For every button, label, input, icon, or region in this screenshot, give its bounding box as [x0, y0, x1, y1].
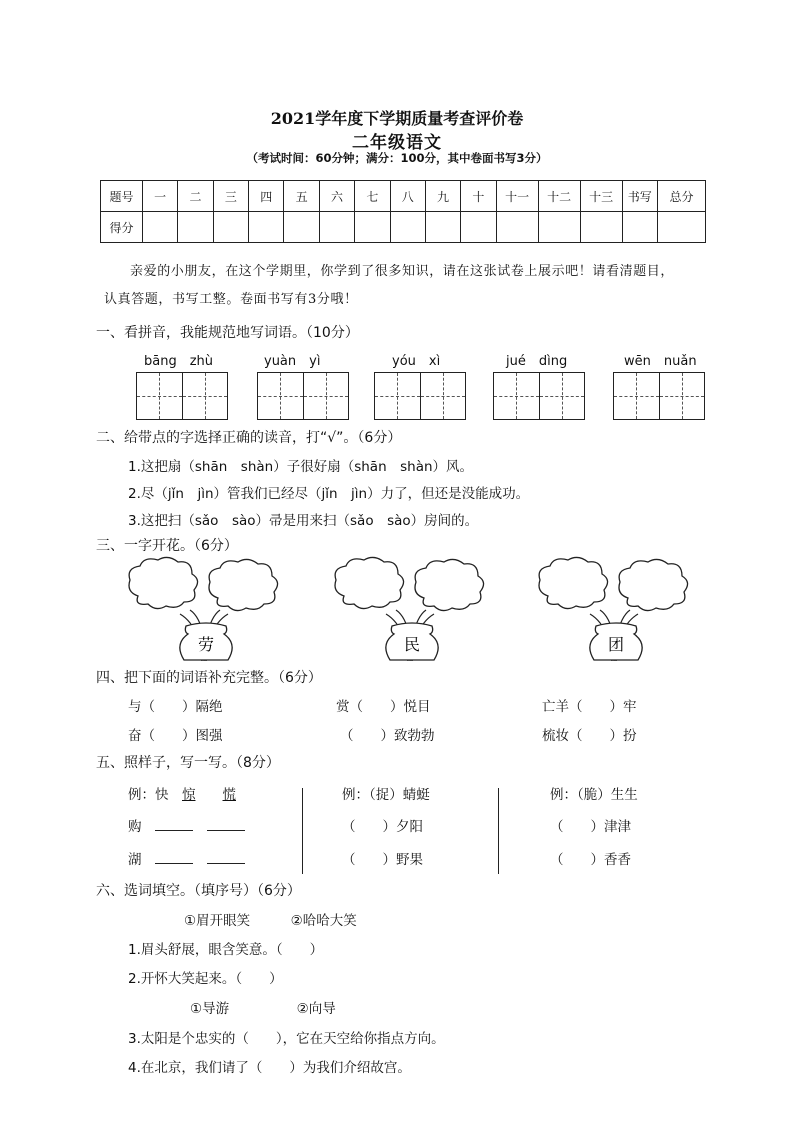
section-4-title: 四、把下面的词语补充完整。（6分）	[96, 670, 322, 686]
table-cell: 总分	[658, 181, 706, 212]
score-table	[100, 180, 706, 243]
flower-pot-diagram-1	[120, 556, 290, 661]
score-input-cell[interactable]	[178, 212, 213, 243]
pinyin-1: bāng zhù	[144, 354, 214, 369]
s6-question-2: 2.开怀大笑起来。（ ）	[128, 971, 283, 987]
s5-col2-row-1: （ ）夕阳	[342, 819, 423, 835]
intro-paragraph: 亲爱的小朋友，在这个学期里，你学到了很多知识，请在这张试卷上展示吧！请看清题目，认真答题，书写工整。卷面书写有3分哦！	[104, 264, 675, 307]
row-char: 购	[128, 819, 142, 835]
cloud-petal-right	[209, 559, 278, 610]
cloud-petal-right	[619, 559, 688, 610]
table-cell: 十三	[580, 181, 622, 212]
score-input-cell[interactable]	[622, 212, 657, 243]
flower-pot-diagram-2	[326, 556, 496, 661]
example-word-2: 慌	[222, 787, 236, 803]
table-cell: 一	[143, 181, 178, 212]
table-cell: 五	[284, 181, 319, 212]
cloud-petal-left	[335, 557, 404, 608]
s6-question-1: 1.眉头舒展，眼含笑意。（ ）	[128, 942, 324, 958]
answer-blank[interactable]	[155, 818, 193, 831]
s5-col2-example: 例：（捉）蜻蜓	[342, 787, 430, 803]
score-table-header-row	[101, 181, 706, 212]
s6-question-4: 4.在北京，我们请了（ ）为我们介绍故宫。	[128, 1060, 411, 1076]
pot-character: 劳	[197, 635, 215, 654]
score-input-cell[interactable]	[355, 212, 390, 243]
s5-example-1	[128, 783, 236, 803]
column-divider	[302, 788, 303, 874]
s6-options-2: ①导游 ②向导	[190, 1001, 336, 1017]
idiom-5: （ ）致勃勃	[340, 728, 435, 744]
section-5-title: 五、照样子，写一写。（8分）	[96, 755, 280, 771]
table-cell: 六	[319, 181, 354, 212]
writing-grid[interactable]	[136, 372, 228, 420]
score-input-cell[interactable]	[213, 212, 248, 243]
example-word-1: 惊	[182, 787, 196, 803]
s5-col3-example: 例：（脆）生生	[550, 787, 638, 803]
s5-row-1	[128, 815, 245, 835]
pot-character: 团	[607, 635, 625, 654]
s5-col3-row-1: （ ）津津	[550, 819, 631, 835]
score-input-cell[interactable]	[319, 212, 354, 243]
idiom-2: 赏（ ）悦目	[336, 699, 431, 715]
section-2-title: 二、给带点的字选择正确的读音，打“√”。（6分）	[96, 430, 402, 446]
score-input-cell[interactable]	[284, 212, 319, 243]
table-cell: 书写	[622, 181, 657, 212]
pot-character: 民	[403, 635, 421, 654]
section-6-title: 六、选词填空。（填序号）（6分）	[96, 883, 301, 899]
cloud-petal-right	[415, 559, 484, 610]
s5-col2-row-2: （ ）野果	[342, 852, 423, 868]
exam-note: （考试时间：60分钟；满分：100分，其中卷面书写3分）	[246, 151, 548, 165]
table-cell: 十一	[496, 181, 538, 212]
exam-subtitle: 二年级语文	[352, 133, 442, 153]
s2-line-2: 2.尽（jǐn jìn）管我们已经尽（jǐn jìn）力了，但还是没能成功。	[128, 486, 530, 502]
pinyin-4: jué dìng	[506, 354, 568, 369]
score-input-cell[interactable]	[390, 212, 425, 243]
answer-blank[interactable]	[155, 851, 193, 864]
answer-blank[interactable]	[207, 818, 245, 831]
table-cell: 题号	[101, 181, 143, 212]
score-input-cell[interactable]	[496, 212, 538, 243]
score-input-cell[interactable]	[425, 212, 460, 243]
s6-options-1: ①眉开眼笑 ②哈哈大笑	[184, 913, 357, 929]
score-input-cell[interactable]	[249, 212, 284, 243]
answer-blank[interactable]	[207, 851, 245, 864]
cloud-petal-left	[129, 557, 198, 608]
score-input-cell[interactable]	[538, 212, 580, 243]
table-cell: 七	[355, 181, 390, 212]
idiom-1: 与（ ）隔绝	[128, 699, 223, 715]
table-cell: 九	[425, 181, 460, 212]
s2-line-1: 1.这把扇（shān shàn）子很好扇（shān shàn）风。	[128, 459, 474, 475]
idiom-4: 奋（ ）图强	[128, 728, 223, 744]
table-cell: 三	[213, 181, 248, 212]
idiom-6: 梳妆（ ）扮	[542, 728, 637, 744]
pinyin-3: yóu xì	[392, 354, 441, 369]
score-input-cell[interactable]	[461, 212, 496, 243]
score-table-score-row	[101, 212, 706, 243]
table-cell: 四	[249, 181, 284, 212]
writing-grid[interactable]	[613, 372, 705, 420]
table-cell: 八	[390, 181, 425, 212]
writing-grid[interactable]	[257, 372, 349, 420]
cloud-petal-left	[539, 557, 608, 608]
section-1-title: 一、看拼音，我能规范地写词语。（10分）	[96, 325, 359, 341]
table-cell: 十二	[538, 181, 580, 212]
s5-col3-row-2: （ ）香香	[550, 852, 631, 868]
s2-line-3: 3.这把扫（sǎo sào）帚是用来扫（sǎo sào）房间的。	[128, 513, 479, 529]
row-char: 湖	[128, 852, 142, 868]
table-cell: 得分	[101, 212, 143, 243]
writing-grid[interactable]	[374, 372, 466, 420]
score-input-cell[interactable]	[580, 212, 622, 243]
score-input-cell[interactable]	[143, 212, 178, 243]
pinyin-2: yuàn yì	[264, 354, 321, 369]
s5-row-2	[128, 848, 245, 868]
section-3-title: 三、一字开花。（6分）	[96, 538, 238, 554]
example-prefix: 例：快	[128, 787, 169, 803]
writing-grid[interactable]	[493, 372, 585, 420]
exam-title: 2021学年度下学期质量考查评价卷	[270, 109, 524, 128]
table-cell: 十	[461, 181, 496, 212]
column-divider	[498, 788, 499, 874]
table-cell: 二	[178, 181, 213, 212]
flower-pot-diagram-3	[530, 556, 700, 661]
score-input-cell[interactable]	[658, 212, 706, 243]
idiom-3: 亡羊（ ）牢	[542, 699, 637, 715]
s6-question-3: 3.太阳是个忠实的（ ），它在天空给你指点方向。	[128, 1031, 445, 1047]
pinyin-5: wēn nuǎn	[624, 354, 697, 369]
